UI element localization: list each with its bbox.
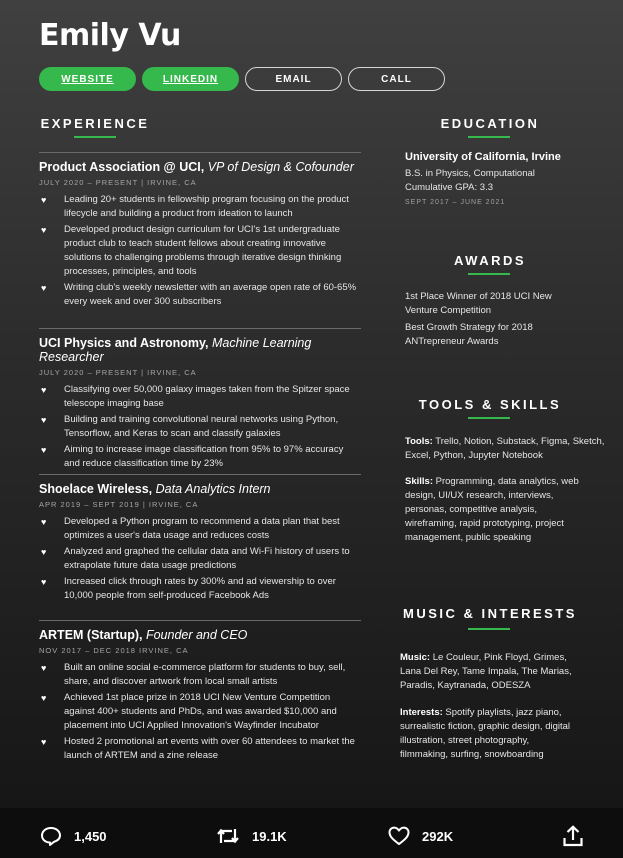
like-action[interactable] xyxy=(388,826,453,846)
heart-icon: ♥ xyxy=(41,517,47,527)
heart-icon: ♥ xyxy=(41,195,47,205)
job-bullet: ♥ Developed a Python program to recommend a data plan that best optimizes a user's data usage and reduces costs xyxy=(41,516,340,541)
job-company: Shoelace Wireless, xyxy=(39,482,153,496)
music-text: Music: Le Couleur, Pink Floyd, Grimes, Lana Del Rey, Tame Impala, The Marias, Paradis, Kaytranada, ODESZA xyxy=(400,652,572,691)
job-bullet: ♥ Aiming to increase image classification from 95% to 97% accuracy and reduce classification time by 23% xyxy=(41,444,344,469)
link-buttons xyxy=(39,67,451,91)
education-divider xyxy=(468,136,510,138)
job-role: Data Analytics Intern xyxy=(155,482,271,496)
heart-icon: ♥ xyxy=(41,547,47,557)
job-bullet: ♥ Achieved 1st place prize in 2018 UCI New Venture Competition against 400+ students and PhDs, and was awarded $10,000 and placement into UCI Applied Innovation's Wayfinder Incubator xyxy=(41,692,337,731)
skills-label: Skills: xyxy=(405,476,433,487)
linkedin-button[interactable]: LINKEDIN xyxy=(142,67,239,91)
reply-icon xyxy=(40,826,62,846)
tools-divider xyxy=(468,417,510,419)
like-icon xyxy=(388,826,410,846)
job-bullet: ♥ Built an online social e-commerce platform for students to buy, sell, share, and discover artwork from local small artists xyxy=(41,662,346,687)
heart-icon: ♥ xyxy=(41,445,47,455)
retweet-action[interactable] xyxy=(216,826,287,846)
job-bullet: ♥ Writing club's weekly newsletter with an average open rate of 60-65% every week and over 300 subscribers xyxy=(41,282,357,307)
heart-icon: ♥ xyxy=(41,415,47,425)
experience-divider xyxy=(74,136,116,138)
job-date: APR 2019 – SEPT 2019 | IRVINE, CA xyxy=(39,500,199,509)
retweet-count: 19.1K xyxy=(252,828,287,844)
job-date: JULY 2020 – PRESENT | IRVINE, CA xyxy=(39,178,197,187)
job-bullet: ♥ Analyzed and graphed the cellular data and Wi-Fi history of users to extrapolate future data usage predictions xyxy=(41,546,350,571)
job-company: Product Association @ UCI, xyxy=(39,160,205,174)
interests-text: Interests: Spotify playlists, jazz piano, surrealistic fiction, graphic design, digital illustration, street photography, filmmaking, surfing, snowboarding xyxy=(400,707,571,760)
email-button[interactable]: EMAIL xyxy=(245,67,342,91)
like-count: 292K xyxy=(422,828,454,844)
reply-action[interactable] xyxy=(40,826,107,846)
job-role: VP of Design & Cofounder xyxy=(207,160,354,174)
award-item: 1st Place Winner of 2018 UCI New Venture Competition xyxy=(405,291,552,316)
heart-icon: ♥ xyxy=(41,737,47,747)
awards-heading: AWARDS xyxy=(453,253,527,268)
education-school: University of California, Irvine xyxy=(405,151,561,163)
job-bullet: ♥ Building and training convolutional neural networks using Python, Tensorflow, and Keras to scan and classify galaxies xyxy=(41,414,339,439)
retweet-icon xyxy=(216,826,240,846)
share-icon xyxy=(562,825,584,847)
education-heading: EDUCATION xyxy=(440,116,540,131)
tools-block xyxy=(405,435,615,545)
awards-divider xyxy=(468,273,510,275)
interests-label: Interests: xyxy=(400,707,443,718)
heart-icon: ♥ xyxy=(41,577,47,587)
website-button[interactable]: WEBSITE xyxy=(39,67,136,91)
job-bullet: ♥ Leading 20+ students in fellowship program focusing on the product lifecycle and building a product from ideation to launch xyxy=(41,194,349,219)
heart-icon: ♥ xyxy=(41,693,47,703)
heart-icon: ♥ xyxy=(41,283,47,293)
skills-text: Skills: Programming, data analytics, web design, UI/UX research, interviews, personas, competitive analysis, wireframing, rapid prototyping, project management, public speaking xyxy=(405,476,579,543)
job-company: ARTEM (Startup), xyxy=(39,628,143,642)
heart-icon: ♥ xyxy=(41,385,47,395)
job-entry xyxy=(39,328,361,473)
award-item: Best Growth Strategy for 2018 ANTrepreneur Awards xyxy=(405,322,533,347)
music-label: Music: xyxy=(400,652,431,663)
tools-label: Tools: xyxy=(405,436,433,447)
resume-name: Emily Vu xyxy=(39,18,181,53)
education-gpa: Cumulative GPA: 3.3 xyxy=(405,182,494,193)
music-heading: MUSIC & INTERESTS xyxy=(403,606,577,621)
heart-icon: ♥ xyxy=(41,663,47,673)
reply-count: 1,450 xyxy=(74,828,107,844)
awards-list xyxy=(405,290,575,349)
job-company: UCI Physics and Astronomy, xyxy=(39,336,209,350)
job-bullet: ♥ Developed product design curriculum for UCI's 1st undergraduate product club to teach student fellows about creating innovative solutions to challenging problems through iterative design thinking processes, principles, and tools xyxy=(41,224,342,277)
experience-heading: EXPERIENCE xyxy=(40,116,150,131)
education-block xyxy=(405,151,615,206)
job-bullet: ♥ Increased click through rates by 300% and ad viewership to over 10,000 people from self-produced Facebook Ads xyxy=(41,576,336,601)
tools-heading: TOOLS & SKILLS xyxy=(418,397,562,412)
share-action[interactable] xyxy=(562,825,596,847)
education-degree: B.S. in Physics, Computational xyxy=(405,168,535,179)
music-block xyxy=(400,651,578,762)
job-date: NOV 2017 – DEC 2018 IRVINE, CA xyxy=(39,646,189,655)
heart-icon: ♥ xyxy=(41,225,47,235)
job-bullet: ♥ Hosted 2 promotional art events with over 60 attendees to market the launch of ARTEM and a zine release xyxy=(41,736,355,761)
music-divider xyxy=(468,628,510,630)
job-bullet: ♥ Classifying over 50,000 galaxy images taken from the Spitzer space telescope imaging base xyxy=(41,384,350,409)
education-date: SEPT 2017 – JUNE 2021 xyxy=(405,199,506,206)
job-date: JULY 2020 – PRESENT | IRVINE, CA xyxy=(39,368,197,377)
job-entry xyxy=(39,620,361,765)
job-entry xyxy=(39,474,361,605)
job-entry xyxy=(39,152,361,311)
job-role: Machine Learning Researcher xyxy=(39,336,312,364)
call-button[interactable]: CALL xyxy=(348,67,445,91)
job-role: Founder and CEO xyxy=(145,628,248,642)
tools-text: Tools: Trello, Notion, Substack, Figma, Sketch, Excel, Python, Jupyter Notebook xyxy=(405,436,605,461)
